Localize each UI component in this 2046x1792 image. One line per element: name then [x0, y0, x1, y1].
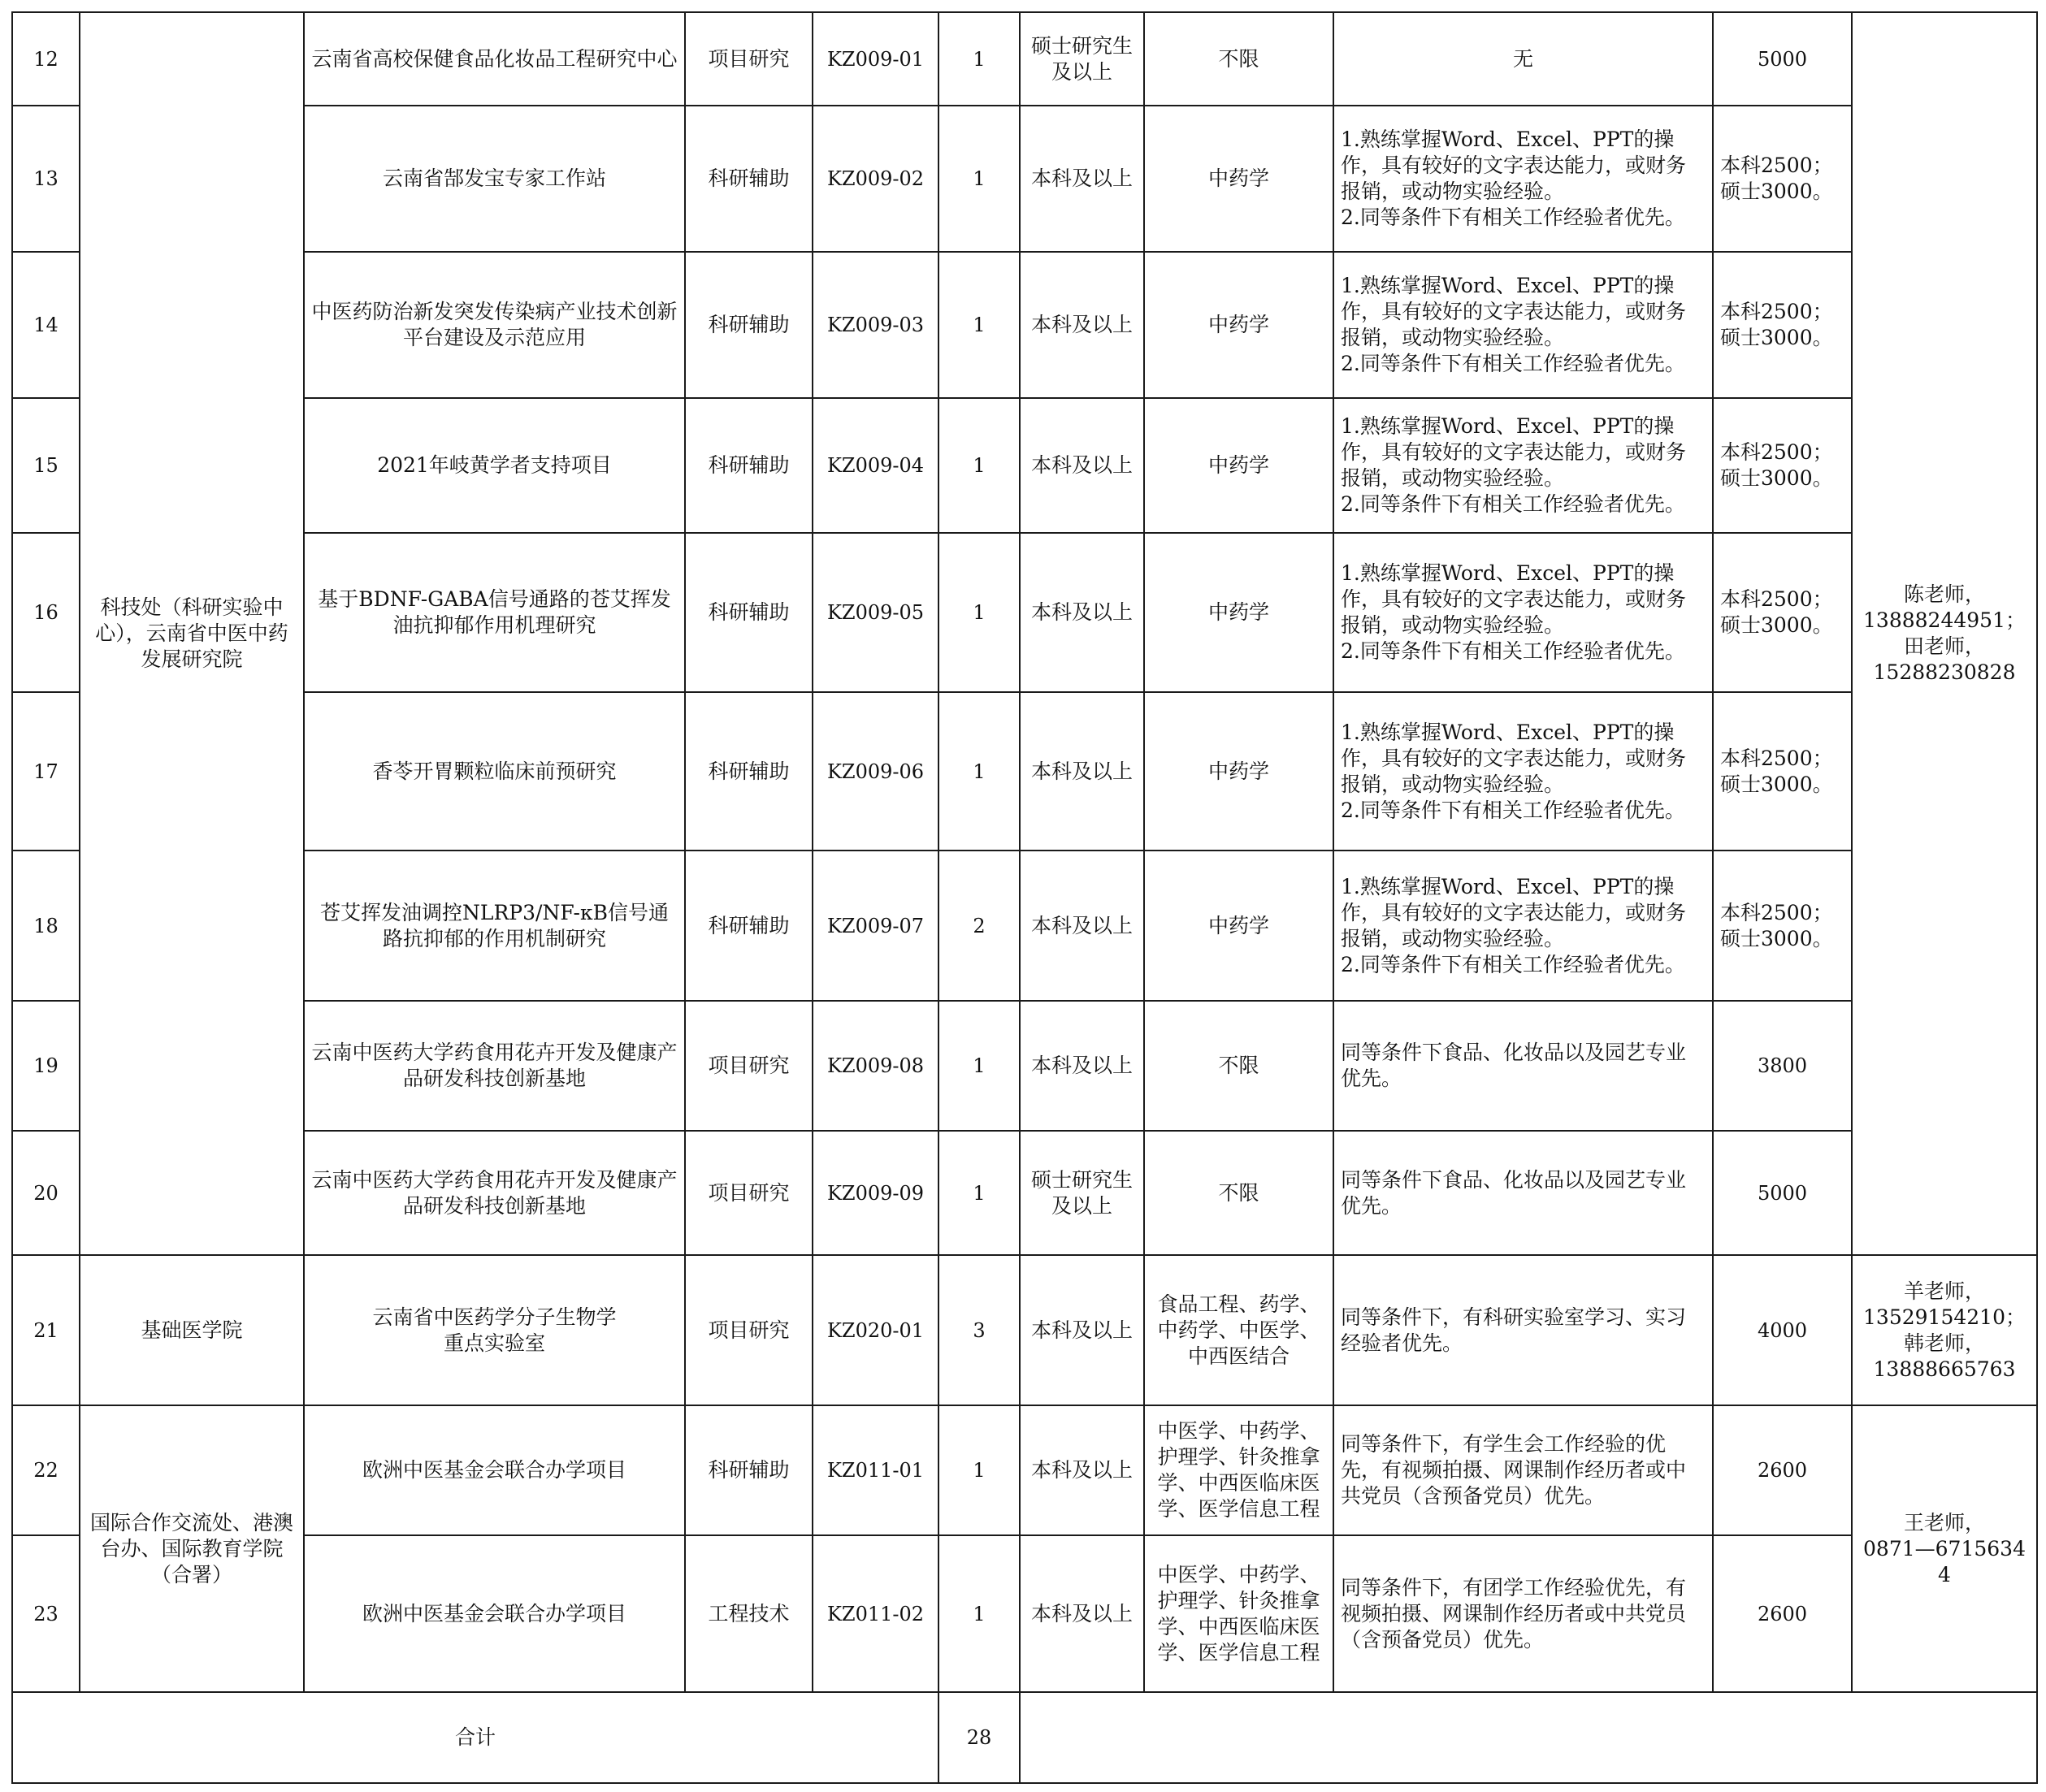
requirements: 无	[1333, 12, 1713, 106]
position-type: 工程技术	[685, 1535, 813, 1692]
table-row	[12, 1535, 2037, 1692]
project-name: 基于BDNF-GABA信号通路的苍艾挥发油抗抑郁作用机理研究	[304, 533, 685, 692]
table-row	[12, 12, 2037, 106]
position-type: 项目研究	[685, 1255, 813, 1405]
major: 中药学	[1144, 106, 1333, 252]
row-number: 17	[12, 692, 80, 851]
row-number: 12	[12, 12, 80, 106]
position-code: KZ011-01	[813, 1405, 938, 1535]
contact-cell: 羊老师， 13529154210； 韩老师， 13888665763	[1852, 1255, 2037, 1405]
project-name: 欧洲中医基金会联合办学项目	[304, 1405, 685, 1535]
education: 本科及以上	[1020, 1535, 1144, 1692]
major: 中药学	[1144, 533, 1333, 692]
salary: 本科2500； 硕士3000。	[1713, 851, 1852, 1001]
requirements: 1.熟练掌握Word、Excel、PPT的操作，具有较好的文字表达能力，或财务报销，或动物实验经验。 2.同等条件下有相关工作经验者优先。	[1333, 692, 1713, 851]
education: 本科及以上	[1020, 1405, 1144, 1535]
position-type: 科研辅助	[685, 1405, 813, 1535]
position-type: 科研辅助	[685, 533, 813, 692]
position-type: 科研辅助	[685, 692, 813, 851]
position-code: KZ009-02	[813, 106, 938, 252]
contact-cell: 王老师， 0871—67156344	[1852, 1405, 2037, 1692]
requirements: 同等条件下，有团学工作经验优先，有视频拍摄、网课制作经历者或中共党员（含预备党员）优先。	[1333, 1535, 1713, 1692]
department-cell: 科技处（科研实验中心），云南省中医中药发展研究院	[80, 12, 304, 1255]
total-label: 合计	[12, 1692, 938, 1783]
major: 食品工程、药学、中药学、中医学、中西医结合	[1144, 1255, 1333, 1405]
headcount: 1	[938, 533, 1020, 692]
headcount: 1	[938, 1405, 1020, 1535]
requirements: 同等条件下食品、化妆品以及园艺专业优先。	[1333, 1131, 1713, 1255]
position-type: 项目研究	[685, 12, 813, 106]
project-name: 欧洲中医基金会联合办学项目	[304, 1535, 685, 1692]
education: 本科及以上	[1020, 692, 1144, 851]
major: 不限	[1144, 12, 1333, 106]
position-code: KZ009-01	[813, 12, 938, 106]
education: 本科及以上	[1020, 398, 1144, 533]
requirements: 同等条件下，有科研实验室学习、实习经验者优先。	[1333, 1255, 1713, 1405]
position-type: 项目研究	[685, 1131, 813, 1255]
major: 中药学	[1144, 398, 1333, 533]
headcount: 1	[938, 12, 1020, 106]
project-name: 云南省郜发宝专家工作站	[304, 106, 685, 252]
position-type: 科研辅助	[685, 106, 813, 252]
salary: 4000	[1713, 1255, 1852, 1405]
project-name: 云南省高校保健食品化妆品工程研究中心	[304, 12, 685, 106]
major: 不限	[1144, 1131, 1333, 1255]
contact-cell: 陈老师， 13888244951； 田老师， 15288230828	[1852, 12, 2037, 1255]
major: 中医学、中药学、护理学、针灸推拿学、中西医临床医学、医学信息工程	[1144, 1405, 1333, 1535]
position-type: 科研辅助	[685, 252, 813, 398]
education: 本科及以上	[1020, 851, 1144, 1001]
education: 本科及以上	[1020, 1255, 1144, 1405]
requirements: 1.熟练掌握Word、Excel、PPT的操作，具有较好的文字表达能力，或财务报销，或动物实验经验。 2.同等条件下有相关工作经验者优先。	[1333, 851, 1713, 1001]
salary: 本科2500； 硕士3000。	[1713, 692, 1852, 851]
project-name: 云南省中医药学分子生物学 重点实验室	[304, 1255, 685, 1405]
major: 不限	[1144, 1001, 1333, 1131]
project-name: 香苓开胃颗粒临床前预研究	[304, 692, 685, 851]
education: 本科及以上	[1020, 1001, 1144, 1131]
table-row	[12, 1405, 2037, 1535]
requirements: 1.熟练掌握Word、Excel、PPT的操作，具有较好的文字表达能力，或财务报销，或动物实验经验。 2.同等条件下有相关工作经验者优先。	[1333, 398, 1713, 533]
project-name: 云南中医药大学药食用花卉开发及健康产品研发科技创新基地	[304, 1131, 685, 1255]
total-blank	[1020, 1692, 2037, 1783]
headcount: 1	[938, 692, 1020, 851]
table-row	[12, 106, 2037, 252]
major: 中药学	[1144, 252, 1333, 398]
headcount: 2	[938, 851, 1020, 1001]
major: 中医学、中药学、护理学、针灸推拿学、中西医临床医学、医学信息工程	[1144, 1535, 1333, 1692]
education: 硕士研究生及以上	[1020, 1131, 1144, 1255]
position-code: KZ020-01	[813, 1255, 938, 1405]
total-row	[12, 1692, 2037, 1783]
education: 本科及以上	[1020, 533, 1144, 692]
table-row	[12, 1131, 2037, 1255]
row-number: 14	[12, 252, 80, 398]
position-code: KZ009-04	[813, 398, 938, 533]
major: 中药学	[1144, 692, 1333, 851]
salary: 5000	[1713, 1131, 1852, 1255]
requirements: 同等条件下食品、化妆品以及园艺专业优先。	[1333, 1001, 1713, 1131]
position-type: 科研辅助	[685, 398, 813, 533]
table-row	[12, 1001, 2037, 1131]
headcount: 3	[938, 1255, 1020, 1405]
salary: 2600	[1713, 1405, 1852, 1535]
row-number: 22	[12, 1405, 80, 1535]
department-cell: 基础医学院	[80, 1255, 304, 1405]
table-row	[12, 692, 2037, 851]
department-cell: 国际合作交流处、港澳台办、国际教育学院（合署）	[80, 1405, 304, 1692]
education: 本科及以上	[1020, 252, 1144, 398]
position-code: KZ009-05	[813, 533, 938, 692]
row-number: 16	[12, 533, 80, 692]
position-type: 科研辅助	[685, 851, 813, 1001]
table-row	[12, 252, 2037, 398]
requirements: 1.熟练掌握Word、Excel、PPT的操作，具有较好的文字表达能力，或财务报销，或动物实验经验。 2.同等条件下有相关工作经验者优先。	[1333, 533, 1713, 692]
position-code: KZ009-09	[813, 1131, 938, 1255]
project-name: 苍艾挥发油调控NLRP3/NF-κB信号通路抗抑郁的作用机制研究	[304, 851, 685, 1001]
requirements: 1.熟练掌握Word、Excel、PPT的操作，具有较好的文字表达能力，或财务报销，或动物实验经验。 2.同等条件下有相关工作经验者优先。	[1333, 106, 1713, 252]
row-number: 18	[12, 851, 80, 1001]
row-number: 23	[12, 1535, 80, 1692]
headcount: 1	[938, 1535, 1020, 1692]
salary: 本科2500； 硕士3000。	[1713, 398, 1852, 533]
row-number: 21	[12, 1255, 80, 1405]
table-row	[12, 398, 2037, 533]
position-type: 项目研究	[685, 1001, 813, 1131]
row-number: 20	[12, 1131, 80, 1255]
position-code: KZ009-06	[813, 692, 938, 851]
salary: 本科2500； 硕士3000。	[1713, 106, 1852, 252]
salary: 本科2500； 硕士3000。	[1713, 533, 1852, 692]
row-number: 13	[12, 106, 80, 252]
headcount: 1	[938, 1131, 1020, 1255]
salary: 2600	[1713, 1535, 1852, 1692]
position-code: KZ011-02	[813, 1535, 938, 1692]
position-code: KZ009-03	[813, 252, 938, 398]
position-code: KZ009-07	[813, 851, 938, 1001]
project-name: 云南中医药大学药食用花卉开发及健康产品研发科技创新基地	[304, 1001, 685, 1131]
table-row	[12, 533, 2037, 692]
table-row	[12, 851, 2037, 1001]
salary: 3800	[1713, 1001, 1852, 1131]
salary: 5000	[1713, 12, 1852, 106]
table-row	[12, 1255, 2037, 1405]
education: 硕士研究生及以上	[1020, 12, 1144, 106]
row-number: 19	[12, 1001, 80, 1131]
position-code: KZ009-08	[813, 1001, 938, 1131]
recruitment-table	[11, 11, 2038, 1784]
education: 本科及以上	[1020, 106, 1144, 252]
requirements: 1.熟练掌握Word、Excel、PPT的操作，具有较好的文字表达能力，或财务报销，或动物实验经验。 2.同等条件下有相关工作经验者优先。	[1333, 252, 1713, 398]
project-name: 2021年岐黄学者支持项目	[304, 398, 685, 533]
headcount: 1	[938, 252, 1020, 398]
headcount: 1	[938, 1001, 1020, 1131]
salary: 本科2500； 硕士3000。	[1713, 252, 1852, 398]
headcount: 1	[938, 106, 1020, 252]
headcount: 1	[938, 398, 1020, 533]
project-name: 中医药防治新发突发传染病产业技术创新平台建设及示范应用	[304, 252, 685, 398]
row-number: 15	[12, 398, 80, 533]
major: 中药学	[1144, 851, 1333, 1001]
requirements: 同等条件下，有学生会工作经验的优先，有视频拍摄、网课制作经历者或中共党员（含预备党员）优先。	[1333, 1405, 1713, 1535]
total-value: 28	[938, 1692, 1020, 1783]
